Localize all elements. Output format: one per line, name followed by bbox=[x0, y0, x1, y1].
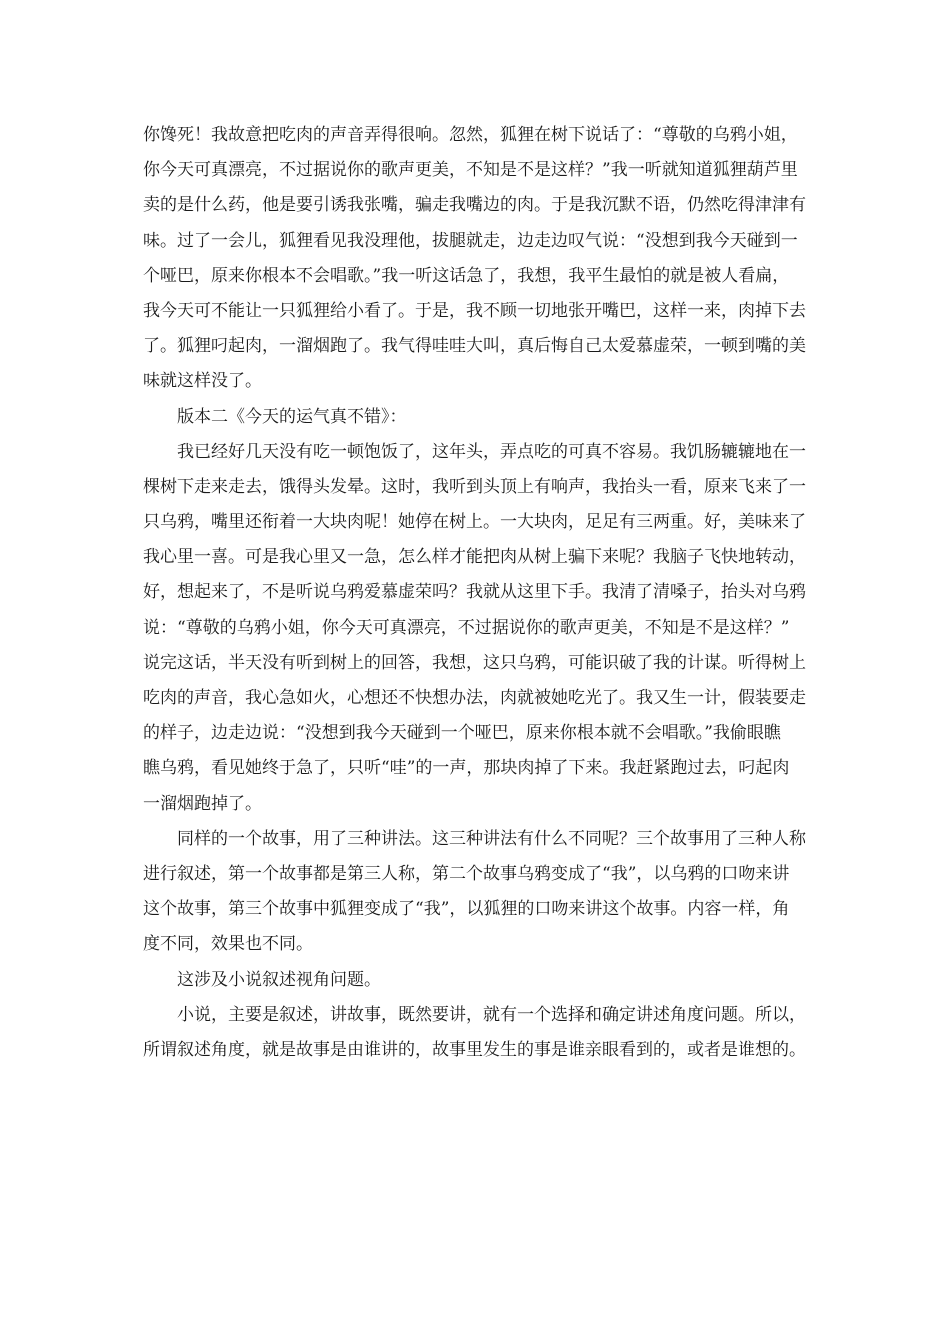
text-line: 你今天可真漂亮，不过据说你的歌声更美，不知是不是这样？”我一听就知道狐狸葫芦里 bbox=[143, 160, 798, 181]
text-line: 好，想起来了，不是听说乌鸦爱慕虚荣吗？我就从这里下手。我清了清嗓子，抬头对乌鸦 bbox=[143, 582, 806, 603]
text-line: 棵树下走来走去，饿得头发晕。这时，我听到头顶上有响声，我抬头一看，原来飞来了一 bbox=[143, 476, 806, 497]
text-line: 同样的一个故事，用了三种讲法。这三种讲法有什么不同呢？三个故事用了三种人称 bbox=[177, 828, 806, 849]
text-line: 度不同，效果也不同。 bbox=[143, 934, 313, 955]
text-line: 味。过了一会儿，狐狸看见我没理他，拔腿就走，边走边叹气说：“没想到我今天碰到一 bbox=[143, 230, 798, 251]
text-line: 你馋死！我故意把吃肉的声音弄得很响。忽然，狐狸在树下说话了：“尊敬的乌鸦小姐， bbox=[143, 125, 798, 145]
text-line: 我今天可不能让一只狐狸给小看了。于是，我不顾一切地张开嘴巴，这样一来，肉掉下去 bbox=[143, 300, 806, 321]
text-line: 我已经好几天没有吃一顿饱饭了，这年头，弄点吃的可真不容易。我饥肠辘辘地在一 bbox=[177, 441, 806, 462]
text-line: 进行叙述，第一个故事都是第三人称，第二个故事乌鸦变成了“我”，以乌鸦的口吻来讲 bbox=[143, 863, 790, 884]
text-line: 卖的是什么药，他是要引诱我张嘴，骗走我嘴边的肉。于是我沉默不语，仍然吃得津津有 bbox=[143, 195, 806, 216]
text-line: 这涉及小说叙述视角问题。 bbox=[177, 969, 381, 990]
text-line: 版本二《今天的运气真不错》： bbox=[177, 406, 407, 427]
text-line: 味就这样没了。 bbox=[143, 371, 262, 392]
text-line: 这个故事，第三个故事中狐狸变成了“我”，以狐狸的口吻来讲这个故事。内容一样，角 bbox=[143, 899, 790, 920]
text-line: 我心里一喜。可是我心里又一急，怎么样才能把肉从树上骗下来呢？我脑子飞快地转动， bbox=[143, 547, 806, 568]
text-line: 瞧乌鸦，看见她终于急了，只听“哇”的一声，那块肉掉了下来。我赶紧跑过去，叼起肉 bbox=[143, 758, 790, 779]
text-line: 小说，主要是叙述，讲故事，既然要讲，就有一个选择和确定讲述角度问题。所以， bbox=[177, 1004, 806, 1025]
text-line: 说：“尊敬的乌鸦小姐，你今天可真漂亮，不过据说你的歌声更美，不知是不是这样？” bbox=[143, 617, 790, 638]
document-body bbox=[143, 118, 808, 1068]
text-line: 所谓叙述角度，就是故事是由谁讲的，故事里发生的事是谁亲眼看到的，或者是谁想的。 bbox=[143, 1039, 806, 1060]
text-line: 个哑巴，原来你根本不会唱歌。”我一听这话急了，我想，我平生最怕的就是被人看扁， bbox=[143, 265, 790, 286]
text-line: 吃肉的声音，我心急如火，心想还不快想办法，肉就被她吃光了。我又生一计，假装要走 bbox=[143, 688, 806, 708]
text-line: 一溜烟跑掉了。 bbox=[143, 793, 262, 814]
text-line: 只乌鸦，嘴里还衔着一大块肉呢！她停在树上。一大块肉，足足有三两重。好，美味来了 bbox=[143, 512, 806, 533]
text-line: 的样子，边走边说：“没想到我今天碰到一个哑巴，原来你根本就不会唱歌。”我偷眼瞧 bbox=[143, 723, 781, 744]
text-line: 说完这话，半天没有听到树上的回答，我想，这只乌鸦，可能识破了我的计谋。听得树上 bbox=[143, 652, 806, 673]
text-line: 了。狐狸叼起肉，一溜烟跑了。我气得哇哇大叫，真后悔自己太爱慕虚荣，一顿到嘴的美 bbox=[143, 336, 806, 357]
